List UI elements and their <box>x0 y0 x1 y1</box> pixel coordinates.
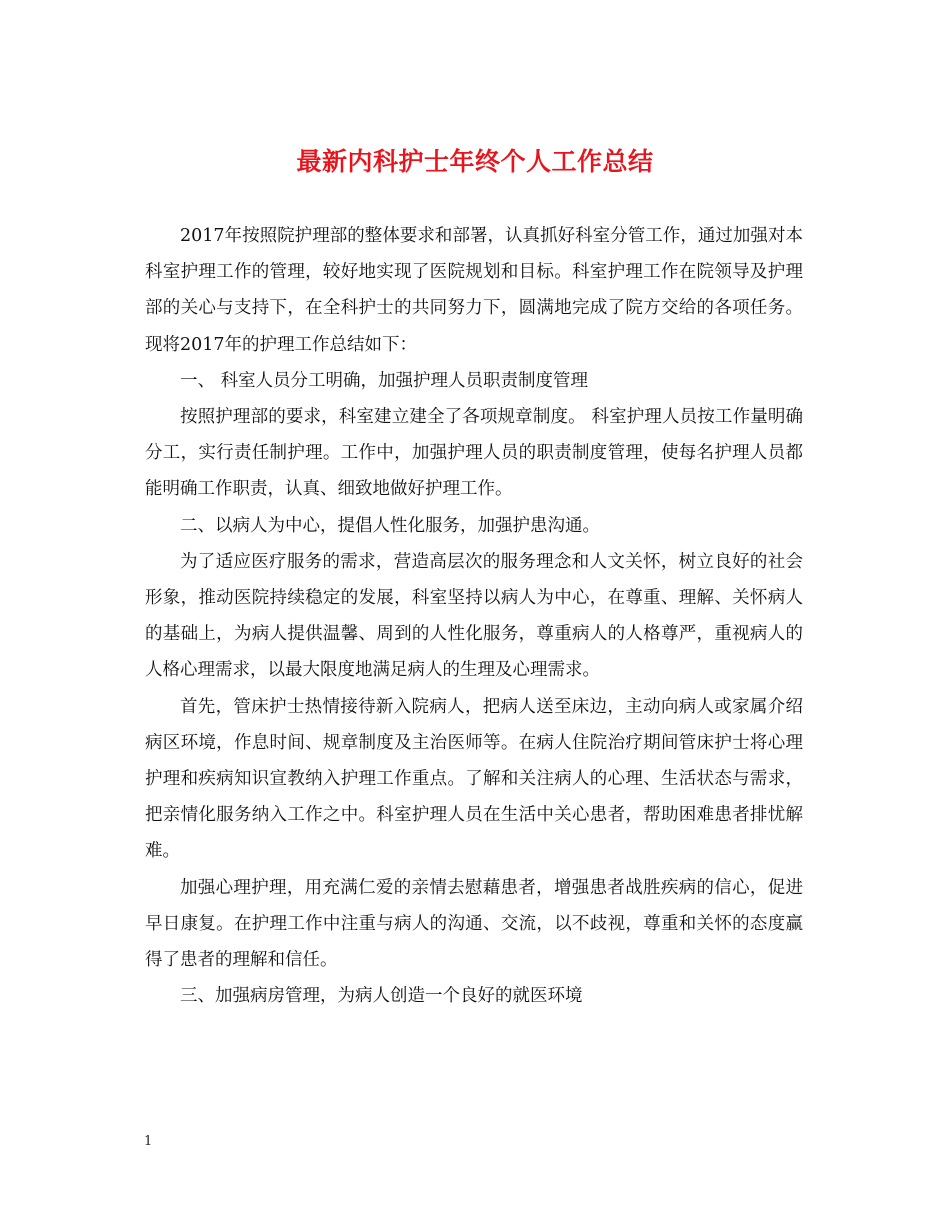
paragraph-section-2: 为了适应医疗服务的需求，营造高层次的服务理念和人文关怀，树立良好的社会形象，推动医院持续稳定的发展，科室坚持以病人为中心，在尊重、理解、关怀病人的基础上，为病人提供温馨、周到的人性化服务，尊重病人的人格尊严，重视病人的人格心理需求，以最大限度地满足病人的生理及心理需求。 <box>145 551 803 681</box>
page-number: 1 <box>144 1134 153 1149</box>
paragraph-section-1: 按照护理部的要求，科室建立建全了各项规章制度。 科室护理人员按工作量明确分工，实行责任制护理。工作中，加强护理人员的职责制度管理，使每名护理人员都能明确工作职责，认真、细致地做好护理工作。 <box>145 407 803 500</box>
section-heading-2: 二、以病人为中心，提倡人性化服务，加强护患沟通。 <box>180 515 600 536</box>
document-title: 最新内科护士年终个人工作总结 <box>296 147 654 176</box>
section-heading-1: 一、 科室人员分工明确，加强护理人员职责制度管理 <box>180 370 589 391</box>
paragraph-first: 首先，管床护士热情接待新入院病人，把病人送至床边，主动向病人或家属介绍病区环境，作息时间、规章制度及主治医师等。在病人住院治疗期间管床护士将心理护理和疾病知识宣教纳入护理工作重点。了解和关注病人的心理、生活状态与需求，把亲情化服务纳入工作之中。科室护理人员在生活中关心患者，帮助困难患者排忧解难。 <box>145 696 803 862</box>
paragraph-psychological-care: 加强心理护理，用充满仁爱的亲情去慰藉患者，增强患者战胜疾病的信心，促进早日康复。在护理工作中注重与病人的沟通、交流，以不歧视，尊重和关怀的态度赢得了患者的理解和信任。 <box>145 877 803 971</box>
document-body <box>145 218 803 1014</box>
paragraph-intro: 2017年按照院护理部的整体要求和部署，认真抓好科室分管工作，通过加强对本科室护理工作的管理，较好地实现了医院规划和目标。科室护理工作在院领导及护理部的关心与支持下，在全科护士的共同努力下，圆满地完成了院方交给的各项任务。现将2017年的护理工作总结如下： <box>145 226 803 355</box>
section-heading-3: 三、加强病房管理，为病人创造一个良好的就医环境 <box>180 986 583 1007</box>
